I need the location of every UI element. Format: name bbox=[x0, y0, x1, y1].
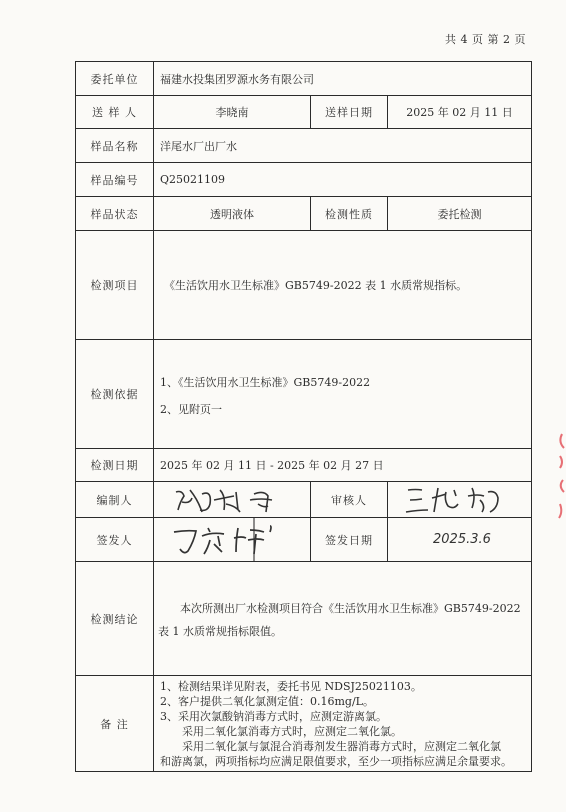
compiler-signature bbox=[154, 482, 311, 518]
compiler-signature-mark bbox=[154, 482, 310, 518]
row-sample-id bbox=[76, 163, 532, 197]
row-compiler bbox=[76, 482, 532, 518]
notes-line: 采用二氧化氯消毒方式时，应测定二氧化氯。 bbox=[182, 724, 402, 738]
notes-line: 采用二氧化氯与氯混合消毒剂发生器消毒方式时，应测定二氧化氯 bbox=[182, 739, 501, 753]
reviewer-label: 审核人 bbox=[311, 482, 388, 518]
client-value: 福建水投集团罗源水务有限公司 bbox=[154, 62, 532, 96]
row-sample-state bbox=[76, 197, 532, 231]
notes-label: 备 注 bbox=[76, 676, 154, 772]
issuer-signature-mark bbox=[154, 518, 310, 562]
sample-id-label: 样品编号 bbox=[76, 163, 154, 197]
issuer-signature bbox=[154, 518, 311, 562]
issue-date-label: 签发日期 bbox=[311, 518, 388, 562]
test-items-value: 《生活饮用水卫生标准》GB5749-2022 表 1 水质常规指标。 bbox=[154, 231, 532, 340]
notes-line: 1、检测结果详见附表，委托书见 NDSJ25021103。 bbox=[160, 679, 422, 693]
row-test-items bbox=[76, 231, 532, 340]
row-sample-name bbox=[76, 129, 532, 163]
send-date-value: 2025 年 02 月 11 日 bbox=[388, 96, 532, 129]
conclusion-label: 检测结论 bbox=[76, 562, 154, 676]
row-notes bbox=[76, 676, 532, 772]
row-issuer bbox=[76, 518, 532, 562]
notes-line: 2、客户提供二氧化氯测定值：0.16mg/L。 bbox=[160, 694, 374, 708]
compiler-label: 编制人 bbox=[76, 482, 154, 518]
conclusion-line-1: 本次所测出厂水检测项目符合《生活饮用水卫生标准》GB5749-2022 bbox=[180, 602, 521, 615]
basis-line-1: 1、《生活饮用水卫生标准》GB5749-2022 bbox=[160, 376, 371, 389]
test-type-value: 委托检测 bbox=[388, 197, 532, 231]
page-indicator: 共 4 页 第 2 页 bbox=[445, 33, 526, 46]
conclusion-line-2: 表 1 水质常规指标限值。 bbox=[158, 625, 282, 638]
issue-date-value: 2025.3.6 bbox=[433, 532, 491, 547]
reviewer-signature bbox=[388, 482, 532, 518]
issuer-label: 签发人 bbox=[76, 518, 154, 562]
basis-value bbox=[154, 340, 532, 449]
row-basis bbox=[76, 340, 532, 449]
conclusion-value bbox=[154, 562, 532, 676]
client-label: 委托单位 bbox=[76, 62, 154, 96]
issue-date-cell bbox=[388, 518, 532, 562]
sample-state-value: 透明液体 bbox=[154, 197, 311, 231]
seal-stamp-edge bbox=[554, 430, 566, 530]
row-sender bbox=[76, 96, 532, 129]
test-type-label: 检测性质 bbox=[311, 197, 388, 231]
sender-value: 李晓南 bbox=[154, 96, 311, 129]
row-conclusion bbox=[76, 562, 532, 676]
send-date-label: 送样日期 bbox=[311, 96, 388, 129]
sample-state-label: 样品状态 bbox=[76, 197, 154, 231]
basis-label: 检测依据 bbox=[76, 340, 154, 449]
test-date-label: 检测日期 bbox=[76, 449, 154, 482]
row-test-date bbox=[76, 449, 532, 482]
test-items-label: 检测项目 bbox=[76, 231, 154, 340]
sender-label: 送 样 人 bbox=[76, 96, 154, 129]
reviewer-signature-mark bbox=[388, 482, 532, 518]
sample-name-label: 样品名称 bbox=[76, 129, 154, 163]
notes-value bbox=[154, 676, 532, 772]
test-date-value: 2025 年 02 月 11 日 - 2025 年 02 月 27 日 bbox=[154, 449, 532, 482]
row-client bbox=[76, 62, 532, 96]
sample-id-value: Q25021109 bbox=[154, 163, 532, 197]
basis-line-2: 2、见附页一 bbox=[160, 403, 222, 416]
report-table bbox=[75, 61, 532, 772]
notes-line: 和游离氯，两项指标均应满足限值要求，至少一项指标应满足余量要求。 bbox=[160, 754, 512, 768]
sample-name-value: 洋尾水厂出厂水 bbox=[154, 129, 532, 163]
notes-line: 3、采用次氯酸钠消毒方式时，应测定游离氯。 bbox=[160, 709, 387, 723]
